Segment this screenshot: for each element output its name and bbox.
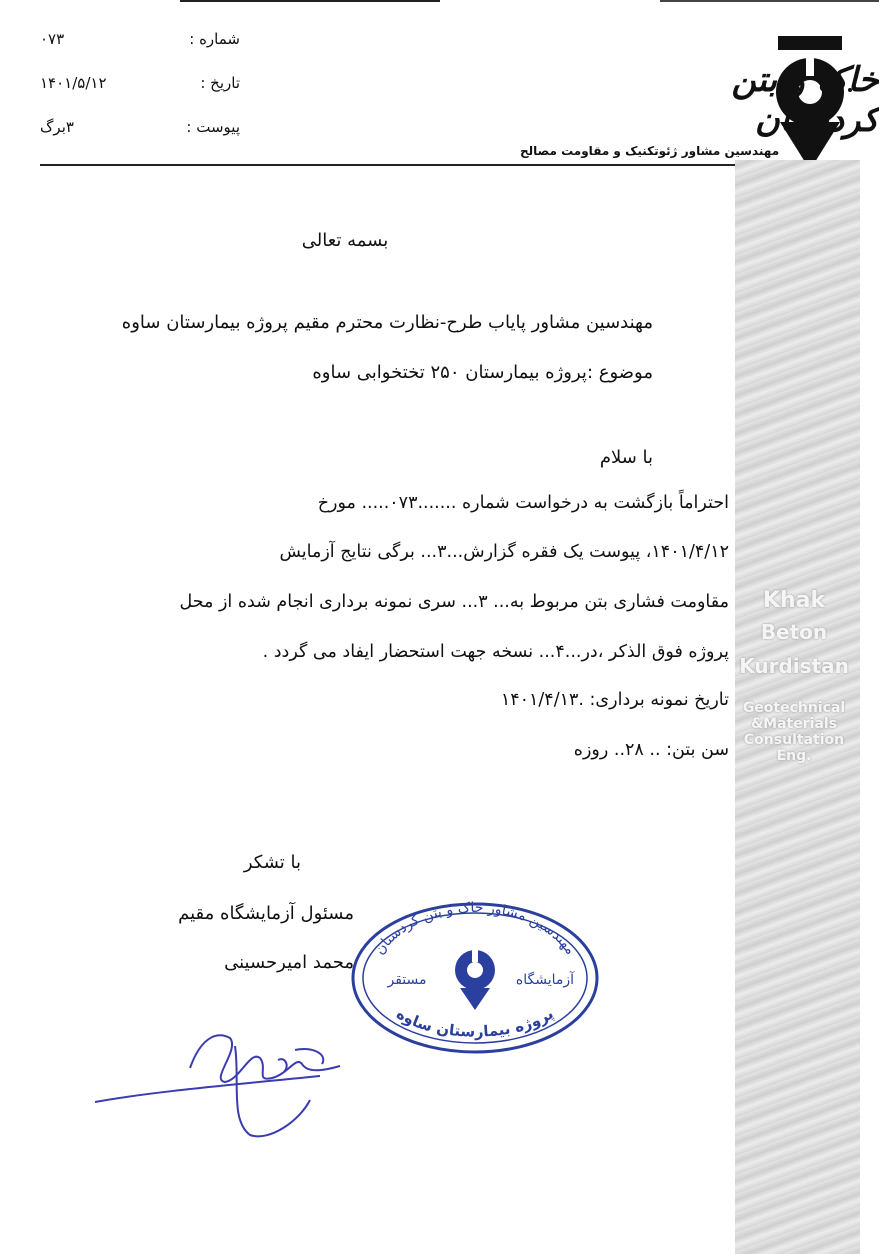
top-edge-line bbox=[180, 0, 440, 2]
strip-khak: Khak bbox=[762, 588, 826, 613]
letter-body-line-3: مقاومت فشاری بتن مربوط به... ۳... سری نمونه برداری انجام شده از محل bbox=[179, 592, 729, 612]
strip-beton: Beton bbox=[760, 620, 828, 644]
strip-description bbox=[728, 700, 860, 764]
meta-attachment-row bbox=[40, 118, 240, 162]
top-edge-line-right bbox=[660, 0, 879, 2]
signer-title: مسئول آزمایشگاه مقیم bbox=[178, 903, 354, 924]
company-subtitle: مهندسین مشاور ژئوتکنیک و مقاومت مصالح bbox=[520, 144, 780, 158]
letter-body-line-1: احتراماً بازگشت به درخواست شماره .......۰۷۳..... مورخ bbox=[317, 493, 729, 513]
header-divider bbox=[40, 164, 800, 166]
meta-date-row bbox=[40, 74, 240, 118]
closing-thanks: با تشکر bbox=[243, 852, 301, 873]
letter-body-line-4: پروژه فوق الذکر ،در...۴... نسخه جهت استحضار ایفاد می گردد . bbox=[262, 642, 729, 662]
signer-name: محمد امیرحسینی bbox=[224, 952, 354, 973]
sampling-date: تاریخ نمونه برداری: .۱۴۰۱/۴/۱۳ bbox=[500, 690, 729, 710]
date-value: ۱۴۰۱/۵/۱۲ bbox=[40, 74, 107, 92]
strip-materials: &Materials bbox=[750, 716, 838, 732]
signature-icon bbox=[90, 1020, 380, 1150]
letter-recipient: مهندسین مشاور پایاب طرح-نظارت محترم مقیم پروژه بیمارستان ساوه bbox=[121, 312, 653, 333]
strip-kurdistan: Kurdistan bbox=[739, 654, 849, 678]
letter-title: بسمه تعالی bbox=[301, 230, 389, 251]
strip-consultation: Consultation bbox=[743, 732, 845, 748]
letter-greeting: با سلام bbox=[599, 447, 653, 468]
stamp-outer-text: مهندسین مشاور خاک و بتن کردستان bbox=[371, 899, 579, 958]
letter-meta bbox=[40, 30, 240, 162]
svg-text:پروژه بیمارستان ساوه bbox=[393, 1004, 557, 1040]
strip-geotechnical: Geotechnical bbox=[742, 700, 846, 716]
stamp-lab-right: مستقر bbox=[387, 972, 427, 988]
company-stamp-icon bbox=[345, 898, 605, 1058]
meta-number-row bbox=[40, 30, 240, 74]
strip-eng: Eng. bbox=[776, 748, 812, 764]
stamp-lab-left: آزمایشگاه bbox=[515, 972, 575, 988]
letter-body-line-2: ۱۴۰۱/۴/۱۲، پیوست یک فقره گزارش...۳... برگی نتایج آزمایش bbox=[279, 542, 729, 562]
company-name: خاک و بتن کردستان bbox=[731, 60, 879, 140]
date-label: تاریخ : bbox=[200, 74, 240, 92]
number-label: شماره : bbox=[189, 30, 240, 48]
attachment-value: ۳برگ bbox=[40, 118, 74, 136]
concrete-age: سن بتن: .. ۲۸.. روزه bbox=[573, 740, 729, 760]
attachment-label: پیوست : bbox=[186, 118, 240, 136]
letter-subject: موضوع :پروژه بیمارستان ۲۵۰ تختخوابی ساوه bbox=[312, 362, 653, 383]
number-value: ۰۷۳ bbox=[40, 30, 65, 48]
stamp-bottom-text: پروژه بیمارستان ساوه bbox=[393, 1004, 557, 1041]
